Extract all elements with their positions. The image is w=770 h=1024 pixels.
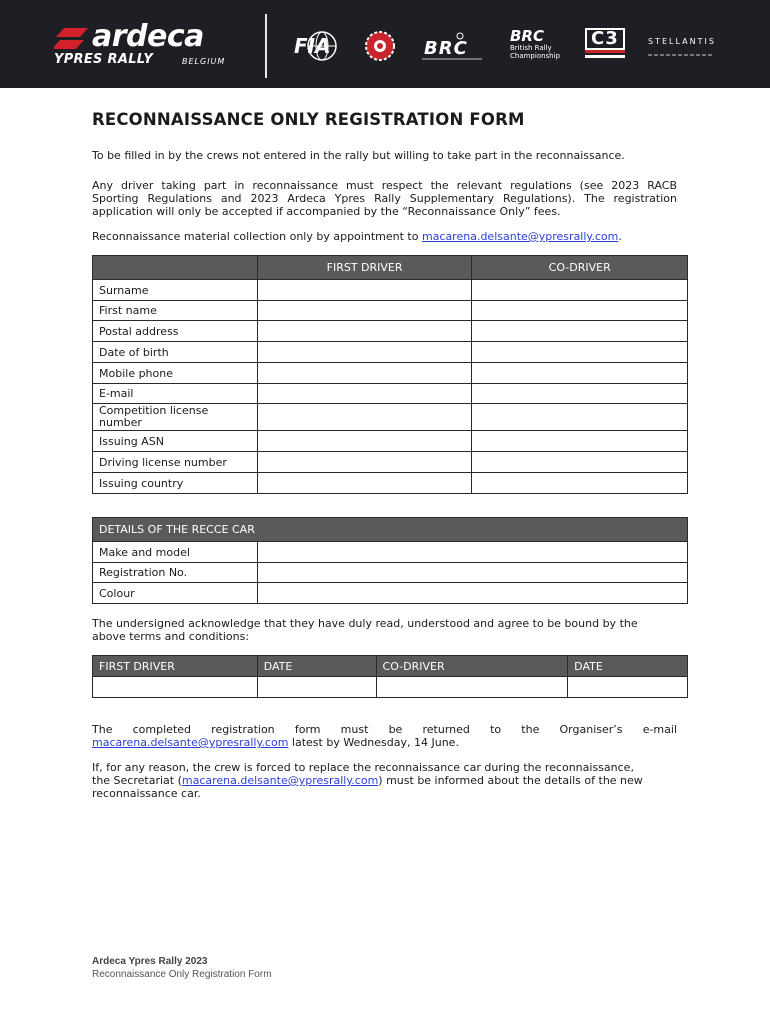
row-label-mobile-phone: Mobile phone: [93, 363, 258, 384]
first-driver-first-name-field[interactable]: [257, 301, 472, 321]
co-driver-issuing-asn-field[interactable]: [472, 431, 688, 452]
recce-car-table: [92, 517, 688, 604]
replace-text: ) must be informed about the details of the new: [378, 774, 643, 787]
co-driver-postal-address-field[interactable]: [472, 321, 688, 342]
row-label-competition-license: Competition license number: [93, 404, 258, 431]
row-label-postal-address: Postal address: [93, 321, 258, 342]
first-driver-competition-license-field[interactable]: [257, 404, 472, 431]
brand-name: ardeca: [92, 19, 204, 54]
crest-icon: [364, 30, 396, 62]
co-driver-email-field[interactable]: [472, 384, 688, 404]
fia-logo: [292, 30, 340, 66]
table-row: [93, 342, 688, 363]
colour-field[interactable]: [257, 583, 687, 604]
row-label-email: E-mail: [93, 384, 258, 404]
table-row: [93, 563, 688, 583]
acknowledge-line: above terms and conditions:: [92, 630, 250, 643]
acknowledge-line: The undersigned acknowledge that they have duly read, understood and agree to be bound by the: [92, 617, 638, 630]
fia-label: FIA: [294, 34, 331, 58]
replace-text: the Secretariat (: [92, 774, 182, 787]
table-row: [93, 473, 688, 494]
replace-line: reconnaissance car.: [92, 787, 201, 800]
c3-stripe-icon: [585, 50, 625, 62]
table-row: [93, 452, 688, 473]
first-driver-postal-address-field[interactable]: [257, 321, 472, 342]
first-driver-date-of-birth-field[interactable]: [257, 342, 472, 363]
acknowledge-paragraph: [92, 617, 677, 643]
return-paragraph: [92, 723, 677, 749]
table-row: [93, 363, 688, 384]
row-label-colour: Colour: [93, 583, 258, 604]
sig-date-header: DATE: [568, 656, 688, 677]
first-driver-issuing-country-field[interactable]: [257, 473, 472, 494]
signature-table: [92, 655, 688, 698]
table-row: [93, 321, 688, 342]
table-header-row: [93, 256, 688, 280]
co-driver-surname-field[interactable]: [472, 280, 688, 301]
first-driver-email-field[interactable]: [257, 384, 472, 404]
british-rally-text: British Rally: [510, 44, 552, 52]
ardeca-mark-icon: [54, 28, 88, 50]
first-driver-header: FIRST DRIVER: [257, 256, 472, 280]
stellantis-subline-icon: [648, 52, 714, 58]
c3-label: C3: [585, 28, 625, 50]
recce-car-header: DETAILS OF THE RECCE CAR: [93, 518, 688, 542]
table-row: [93, 384, 688, 404]
replace-paragraph: [92, 761, 677, 800]
first-driver-driving-license-field[interactable]: [257, 452, 472, 473]
table-header-row: [93, 656, 688, 677]
table-header-blank: [93, 256, 258, 280]
page-title: RECONNAISSANCE ONLY REGISTRATION FORM: [92, 110, 525, 129]
table-row: [93, 542, 688, 563]
co-driver-date-field[interactable]: [568, 677, 688, 698]
footer-title: Ardeca Ypres Rally 2023: [92, 956, 208, 967]
rules-line: Sporting Regulations and 2023 Ardeca Ypres Rally Supplementary Regulations). The registration: [92, 192, 677, 205]
brc-logo: [420, 32, 486, 66]
collection-text: Reconnaissance material collection only by appointment to: [92, 230, 422, 243]
return-email-link[interactable]: macarena.delsante@ypresrally.com: [92, 736, 289, 749]
first-driver-mobile-phone-field[interactable]: [257, 363, 472, 384]
first-driver-date-field[interactable]: [257, 677, 376, 698]
co-driver-competition-license-field[interactable]: [472, 404, 688, 431]
intro-text: To be filled in by the crews not entered in the rally but willing to take part in the reconnaissance.: [92, 149, 625, 162]
stellantis-logo: [648, 37, 716, 58]
sig-co-driver-header: CO-DRIVER: [376, 656, 568, 677]
collection-paragraph: [92, 230, 677, 243]
co-driver-signature-field[interactable]: [376, 677, 568, 698]
return-line: The completed registration form must be returned to the Organiser’s e-mail: [92, 723, 677, 736]
co-driver-mobile-phone-field[interactable]: [472, 363, 688, 384]
co-driver-header: CO-DRIVER: [472, 256, 688, 280]
rules-line: Any driver taking part in reconnaissance must respect the relevant regulations (see 2023 RACB: [92, 179, 677, 192]
row-label-driving-license: Driving license number: [93, 452, 258, 473]
table-row: [93, 301, 688, 321]
registration-field[interactable]: [257, 563, 687, 583]
first-driver-signature-field[interactable]: [93, 677, 258, 698]
table-row: [93, 431, 688, 452]
replace-line: If, for any reason, the crew is forced to replace the reconnaissance car during the reconnaissance,: [92, 761, 634, 774]
co-driver-first-name-field[interactable]: [472, 301, 688, 321]
rules-line: application will only be accepted if accompanied by the “Reconnaissance Only” fees.: [92, 205, 561, 218]
brand-country: BELGIUM: [182, 57, 226, 66]
table-row: [93, 280, 688, 301]
c3-logo: [585, 28, 625, 50]
co-driver-issuing-country-field[interactable]: [472, 473, 688, 494]
driver-details-table: [92, 255, 688, 494]
table-row: [93, 583, 688, 604]
footer-subtitle: Reconnaissance Only Registration Form: [92, 969, 272, 980]
table-header-row: [93, 518, 688, 542]
table-row: [93, 677, 688, 698]
table-row: [93, 404, 688, 431]
sig-date-header: DATE: [257, 656, 376, 677]
replace-line: [92, 774, 677, 787]
brc-label: BRC: [424, 38, 468, 59]
row-label-issuing-asn: Issuing ASN: [93, 431, 258, 452]
row-label-date-of-birth: Date of birth: [93, 342, 258, 363]
row-label-issuing-country: Issuing country: [93, 473, 258, 494]
co-driver-driving-license-field[interactable]: [472, 452, 688, 473]
first-driver-surname-field[interactable]: [257, 280, 472, 301]
row-label-surname: Surname: [93, 280, 258, 301]
collection-end: .: [618, 230, 622, 243]
championship-text: Championship: [510, 52, 561, 60]
row-label-make-model: Make and model: [93, 542, 258, 563]
row-label-registration: Registration No.: [93, 563, 258, 583]
row-label-first-name: First name: [93, 301, 258, 321]
co-driver-date-of-birth-field[interactable]: [472, 342, 688, 363]
brand-event: YPRES RALLY: [54, 52, 154, 67]
rules-paragraph: [92, 179, 677, 218]
british-rally-championship-logo: [510, 28, 560, 60]
return-line: [92, 736, 677, 749]
brc-small-label: BRC: [510, 27, 544, 45]
collection-email-link[interactable]: macarena.delsante@ypresrally.com: [421, 230, 619, 243]
stellantis-label: STELLANTIS: [648, 37, 716, 46]
header-divider: [265, 14, 267, 78]
racb-crest-logo: [364, 30, 396, 66]
return-deadline: latest by Wednesday, 14 June.: [288, 736, 459, 749]
replace-email-link[interactable]: macarena.delsante@ypresrally.com: [181, 774, 379, 787]
sig-first-driver-header: FIRST DRIVER: [93, 656, 258, 677]
first-driver-issuing-asn-field[interactable]: [257, 431, 472, 452]
make-model-field[interactable]: [257, 542, 687, 563]
header-banner: [0, 0, 770, 88]
